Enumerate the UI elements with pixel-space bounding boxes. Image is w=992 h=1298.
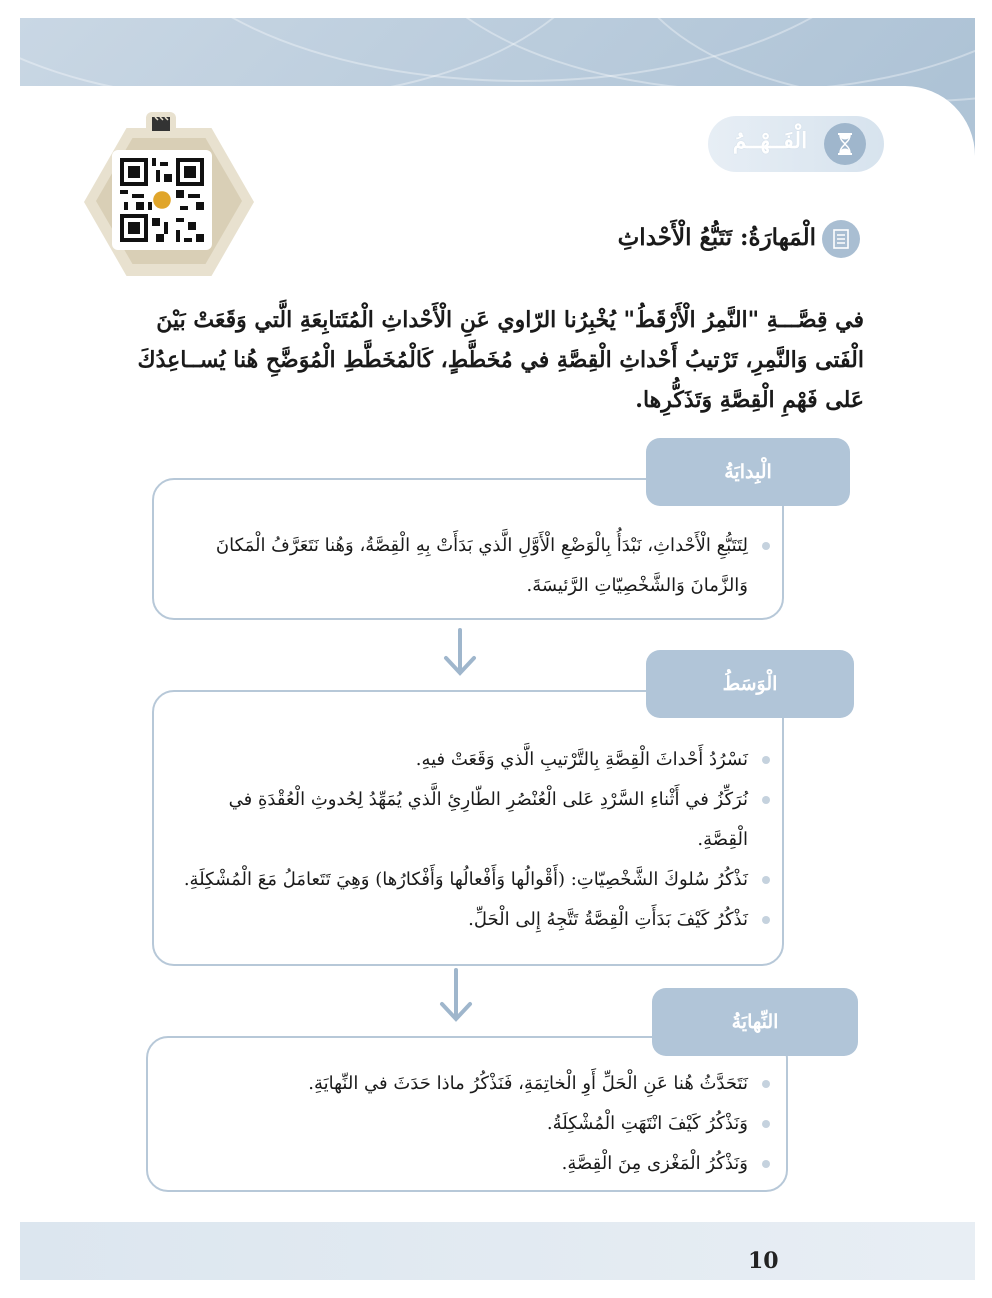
bullet-dot [762,1120,770,1128]
bullet-dot [762,756,770,764]
bullet-dot [762,542,770,550]
ending-tab [652,988,858,1056]
arrow-down-icon [436,968,476,1024]
list-item [230,1104,770,1144]
intro-paragraph: في قِصَّـــةِ "النَّمِرُ الْأَرْقَطُ" يُخْبِرُنا الرّاوي عَنِ الْأَحْداثِ الْمُتَتابِعَةِ الَّتي وَقَعَتْ بَيْنَ الْفَتى وَالنَّمِرِ، تَرْتيبُ أَحْداثِ الْقِصَّةِ في مُخَطَّطٍ، كَالْمُخَطَّطِ الْمُوَضَّحِ هُنا يُســاعِدُكَ عَلى فَهْمِ الْقِصَّةِ وَتَذَكُّرِها. [137,307,864,413]
list-item-text: نُرَكِّزُ في أَثْناءِ السَّرْدِ عَلى الْعُنْصُرِ الطّارِئِ الَّذي يُمَهِّدُ لِحُدوثِ الْعُقْدَةِ في الْقِصَّةِ. [228,789,748,850]
qr-code[interactable] [112,150,212,250]
skill-title: الْمَهارَةُ: تَتَبُّعُ الْأَحْداثِ [617,224,816,251]
list-item-text: وَنَذْكُرُ الْمَغْزى مِنَ الْقِصَّةِ. [561,1153,748,1174]
list-item-text: لِتَتَبُّعِ الْأَحْداثِ، نَبْدَأُ بِالْوَضْعِ الْأَوَّلِ الَّذي بَدَأَتْ بِهِ الْقِصَّةُ، وَهُنا نَتَعَرَّفُ الْمَكانَ وَالزَّمانَ وَالشَّخْصِيّاتِ الرَّئيسَةَ. [215,535,748,596]
list-item-text: نَذْكُرُ كَيْفَ بَدَأَتِ الْقِصَّةُ تَتَّجِهُ إِلى الْحَلِّ. [468,909,748,930]
video-icon [146,112,176,136]
list-item-text: نَسْرُدُ أَحْداثَ الْقِصَّةِ بِالتَّرْتيبِ الَّذي وَقَعَتْ فيهِ. [415,749,748,770]
middle-tab [646,650,854,718]
list-item-text: نَتَحَدَّثُ هُنا عَنِ الْحَلِّ أَوِ الْخاتِمَةِ، فَنَذْكُرُ ماذا حَدَثَ في النِّهايَةِ. [308,1073,748,1094]
list-item [180,780,770,860]
beginning-tab [646,438,850,506]
list-item-text: وَنَذْكُرُ كَيْفَ انْتَهَتِ الْمُشْكِلَةُ. [546,1113,748,1134]
bullet-dot [762,876,770,884]
middle-title: الْوَسَطُ [722,673,778,695]
list-item [180,860,770,900]
page-number: 10 [748,1248,779,1274]
page-footer-band [20,1222,975,1280]
beginning-title: الْبِدايَةُ [724,461,772,483]
bullet-dot [762,1080,770,1088]
arrow-down-icon [440,628,480,678]
ending-title: النِّهايَةُ [731,1011,779,1033]
bullet-dot [762,796,770,804]
ending-list [230,1064,770,1184]
list-item [180,740,770,780]
beginning-list [210,526,770,606]
checklist-icon [822,220,860,258]
bullet-dot [762,1160,770,1168]
list-item-text: نَذْكُرُ سُلوكَ الشَّخْصِيّاتِ: (أَقْوالُها وَأَفْعالُها وَأَفْكارُها) وَهِيَ تَتَعامَلُ مَعَ الْمُشْكِلَةِ. [183,869,748,890]
understanding-title: الْفَــهْــمُ [732,128,808,154]
list-item [230,1064,770,1104]
list-item [180,900,770,940]
list-item [210,526,770,606]
middle-list [180,740,770,940]
list-item [230,1144,770,1184]
bullet-dot [762,916,770,924]
qr-code-icon [112,150,212,250]
hourglass-icon [824,123,866,165]
